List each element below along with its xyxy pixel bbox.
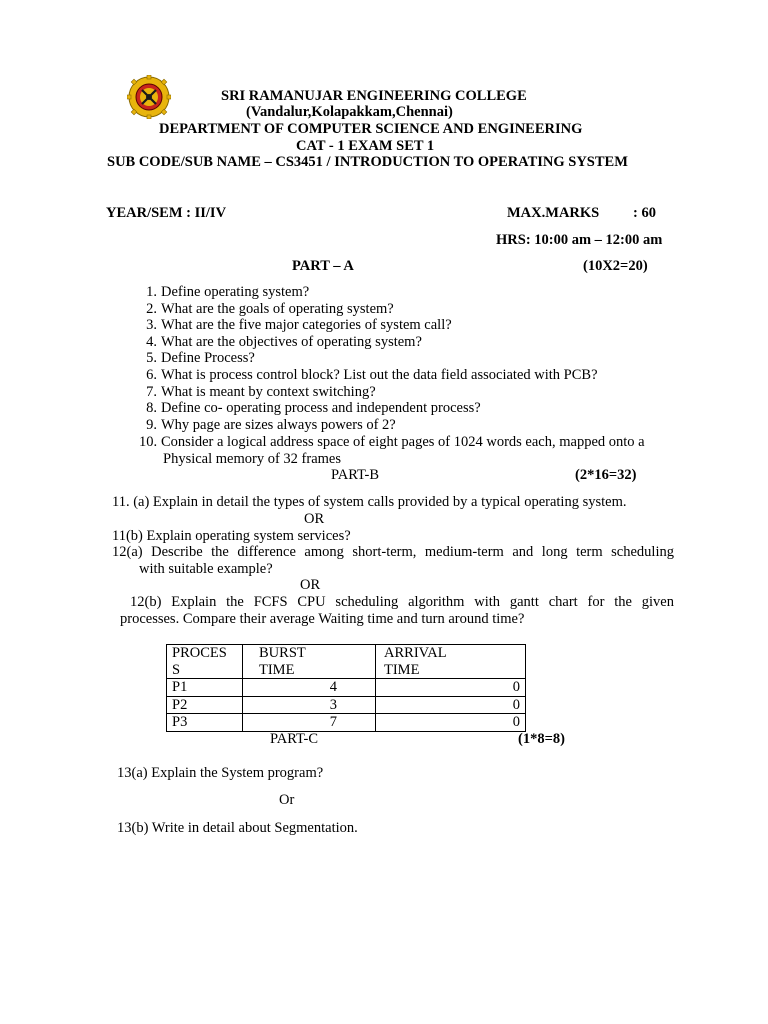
list-item: 1. Define operating system? (146, 284, 310, 300)
list-item: 5. Define Process? (146, 350, 255, 366)
list-item: 3. What are the five major categories of system call? (146, 317, 452, 333)
max-marks-label: MAX.MARKS (507, 205, 600, 221)
college-name: SRI RAMANUJAR ENGINEERING COLLEGE (221, 88, 527, 104)
part-c-marks: (1*8=8) (518, 731, 565, 747)
or-separator: Or (279, 792, 295, 808)
or-separator: OR (300, 577, 321, 593)
cell-process: P1 (167, 679, 243, 697)
header-cell-process: PROCES S (167, 645, 243, 679)
list-item: 10. Consider a logical address space of eight pages of 1024 words each, mapped onto a (139, 434, 645, 450)
max-marks-value: : 60 (633, 205, 656, 221)
table-row (167, 679, 526, 697)
cell-arrival: 0 (376, 679, 526, 697)
list-item-continuation: Physical memory of 32 frames (163, 451, 341, 467)
department-name: DEPARTMENT OF COMPUTER SCIENCE AND ENGINEERING (159, 121, 583, 137)
part-b-marks: (2*16=32) (575, 467, 637, 483)
college-address: (Vandalur,Kolapakkam,Chennai) (246, 104, 453, 120)
part-a-marks: (10X2=20) (583, 258, 648, 274)
question-13a: 13(a) Explain the System program? (117, 765, 324, 781)
college-logo (127, 75, 171, 119)
part-c-title: PART-C (270, 731, 319, 747)
table-header-row (167, 645, 526, 679)
cell-process: P2 (167, 696, 243, 714)
part-a-title: PART – A (292, 258, 354, 274)
question-12a-line1: 12(a) Describe the difference among short-term, medium-term and long term scheduling (112, 544, 674, 560)
question-11a: 11. (a) Explain in detail the types of system calls provided by a typical operating system. (112, 494, 627, 510)
question-11b: 11(b) Explain operating system services? (112, 528, 351, 544)
question-12a-line2: with suitable example? (139, 561, 273, 577)
exam-hours: HRS: 10:00 am – 12:00 am (496, 232, 663, 248)
list-item: 7. What is meant by context switching? (146, 384, 376, 400)
cell-process: P3 (167, 714, 243, 732)
year-sem: YEAR/SEM : II/IV (106, 205, 227, 221)
list-item: 2. What are the goals of operating system? (146, 301, 394, 317)
list-item: 8. Define co- operating process and independent process? (146, 400, 481, 416)
header-cell-arrival: ARRIVAL TIME (376, 645, 526, 679)
part-b-title: PART-B (331, 467, 380, 483)
cell-burst: 7 (243, 714, 376, 732)
cell-arrival: 0 (376, 714, 526, 732)
exam-title: CAT - 1 EXAM SET 1 (296, 138, 435, 154)
table-row (167, 714, 526, 732)
cell-burst: 4 (243, 679, 376, 697)
or-separator: OR (304, 511, 325, 527)
subject-line: SUB CODE/SUB NAME – CS3451 / INTRODUCTION TO OPERATING SYSTEM (107, 154, 628, 170)
process-table (166, 644, 526, 732)
gear-emblem-icon (127, 75, 171, 119)
cell-arrival: 0 (376, 696, 526, 714)
question-12b-line2: processes. Compare their average Waiting time and turn around time? (120, 611, 525, 627)
list-item: 9. Why page are sizes always powers of 2? (146, 417, 396, 433)
header-cell-burst: BURST TIME (243, 645, 376, 679)
list-item: 4. What are the objectives of operating system? (146, 334, 422, 350)
table-row (167, 696, 526, 714)
list-item: 6. What is process control block? List out the data field associated with PCB? (146, 367, 598, 383)
cell-burst: 3 (243, 696, 376, 714)
question-13b: 13(b) Write in detail about Segmentation. (117, 820, 358, 836)
question-12b-line1: 12(b) Explain the FCFS CPU scheduling algorithm with gantt chart for the given (130, 594, 674, 610)
